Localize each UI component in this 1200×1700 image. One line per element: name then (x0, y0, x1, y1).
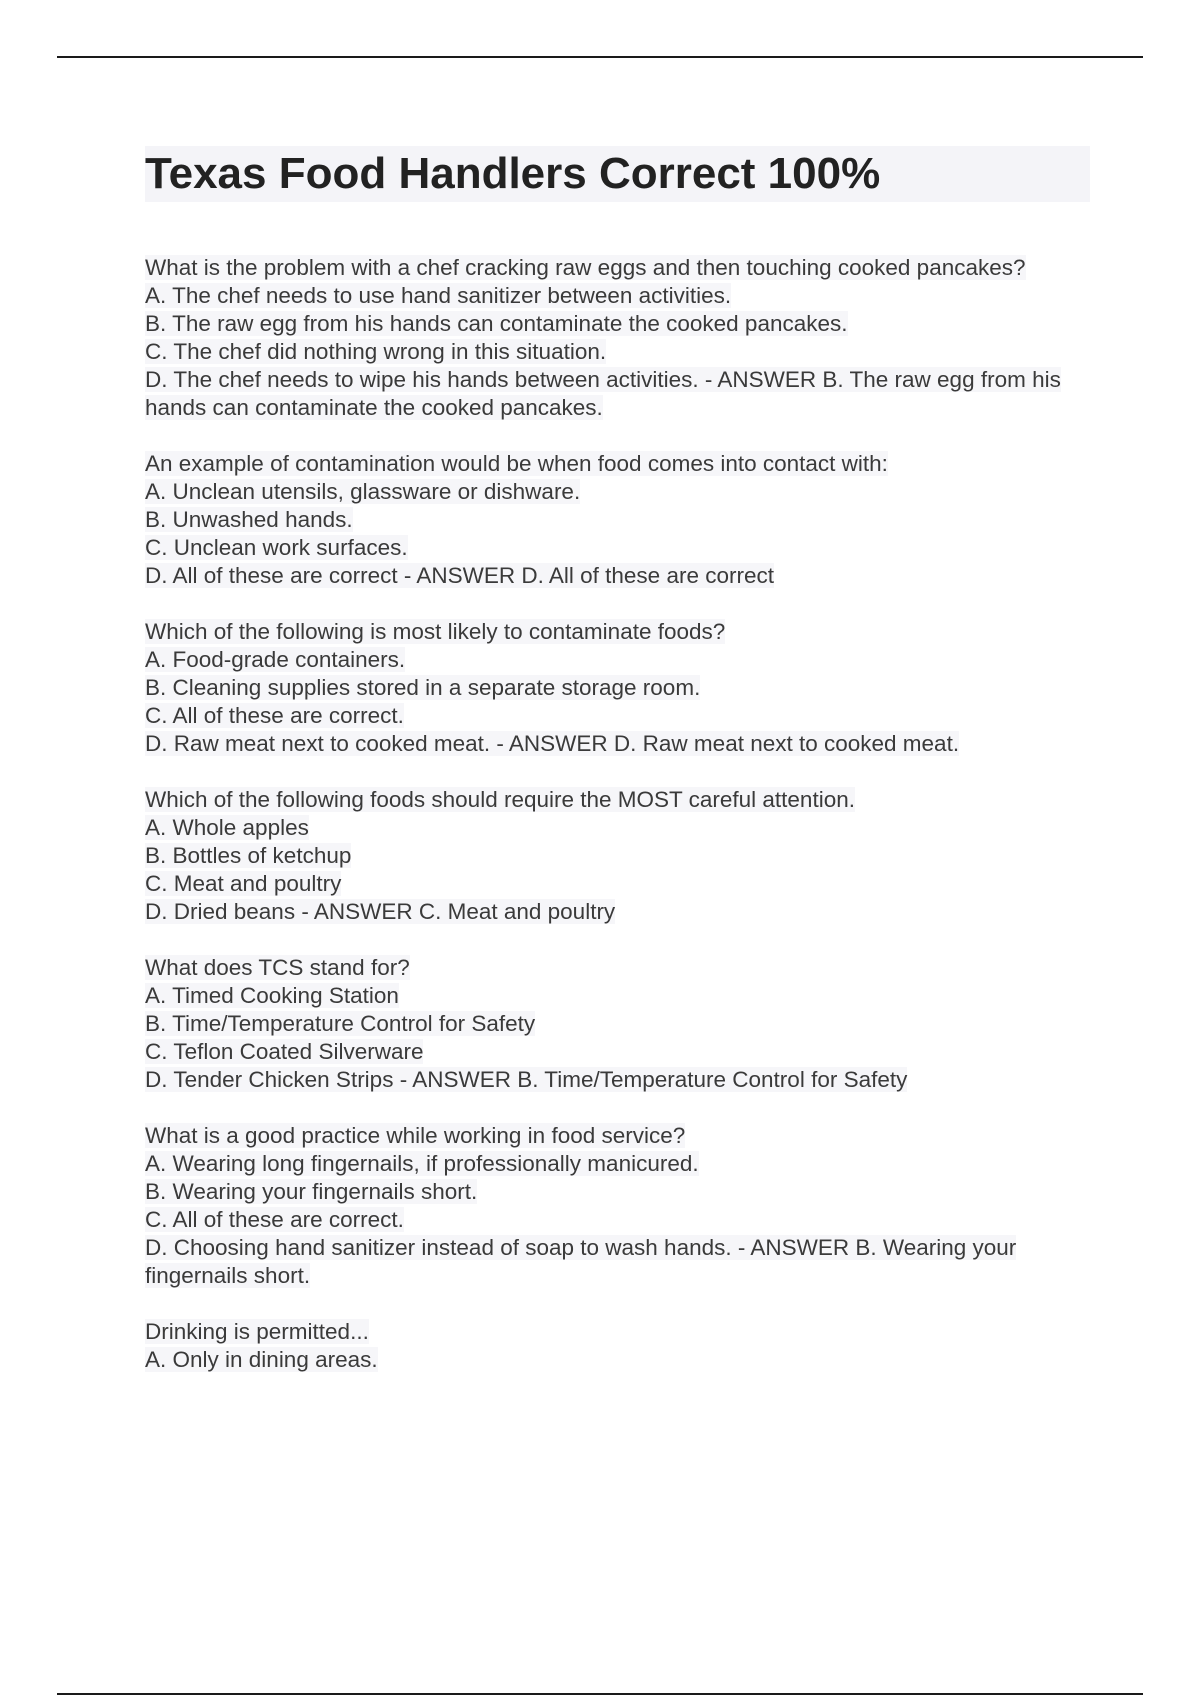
question-item (145, 450, 1090, 590)
answer-option: C. The chef did nothing wrong in this situation. (145, 339, 607, 364)
answer-option: A. Only in dining areas. (145, 1347, 378, 1372)
answer-option: C. Unclean work surfaces. (145, 535, 408, 560)
bottom-rule (57, 1693, 1143, 1695)
answer-option: B. Cleaning supplies stored in a separate storage room. (145, 675, 701, 700)
question-item (145, 618, 1090, 758)
question-text: An example of contamination would be when food comes into contact with: (145, 451, 888, 476)
answer-option: B. The raw egg from his hands can contaminate the cooked pancakes. (145, 311, 848, 336)
question-text: What is the problem with a chef cracking raw eggs and then touching cooked pancakes? (145, 255, 1026, 280)
answer-option-with-key: D. Choosing hand sanitizer instead of soap to wash hands. - ANSWER B. Wearing your fingernails short. (145, 1235, 1017, 1288)
question-list (145, 254, 1090, 1374)
answer-option: A. Timed Cooking Station (145, 983, 399, 1008)
question-item (145, 1122, 1090, 1290)
answer-option: C. Teflon Coated Silverware (145, 1039, 424, 1064)
question-text: Which of the following is most likely to contaminate foods? (145, 619, 726, 644)
answer-option: A. Whole apples (145, 815, 309, 840)
document-body (145, 146, 1090, 1402)
title-block (145, 146, 1090, 202)
question-item (145, 1318, 1090, 1374)
answer-option-with-key: D. Dried beans - ANSWER C. Meat and poultry (145, 899, 616, 924)
answer-option: A. The chef needs to use hand sanitizer between activities. (145, 283, 732, 308)
answer-option: C. Meat and poultry (145, 871, 342, 896)
answer-option: B. Unwashed hands. (145, 507, 353, 532)
answer-option-with-key: D. All of these are correct - ANSWER D. All of these are correct (145, 563, 774, 588)
question-text: Which of the following foods should require the MOST careful attention. (145, 787, 855, 812)
answer-option-with-key: D. The chef needs to wipe his hands between activities. - ANSWER B. The raw egg from his hands can contaminate the cooked pancakes. (145, 367, 1061, 420)
answer-option: A. Food-grade containers. (145, 647, 406, 672)
top-rule (57, 56, 1143, 58)
answer-option: B. Bottles of ketchup (145, 843, 352, 868)
answer-option: C. All of these are correct. (145, 703, 404, 728)
question-text: What does TCS stand for? (145, 955, 410, 980)
answer-option-with-key: D. Tender Chicken Strips - ANSWER B. Time/Temperature Control for Safety (145, 1067, 908, 1092)
answer-option: B. Time/Temperature Control for Safety (145, 1011, 536, 1036)
answer-option: C. All of these are correct. (145, 1207, 404, 1232)
answer-option: A. Wearing long fingernails, if professionally manicured. (145, 1151, 699, 1176)
question-item (145, 954, 1090, 1094)
question-item (145, 786, 1090, 926)
answer-option-with-key: D. Raw meat next to cooked meat. - ANSWER D. Raw meat next to cooked meat. (145, 731, 960, 756)
document-title: Texas Food Handlers Correct 100% (145, 149, 881, 198)
answer-option: A. Unclean utensils, glassware or dishware. (145, 479, 581, 504)
answer-option: B. Wearing your fingernails short. (145, 1179, 478, 1204)
question-text: What is a good practice while working in food service? (145, 1123, 686, 1148)
question-item (145, 254, 1090, 422)
question-text: Drinking is permitted... (145, 1319, 369, 1344)
